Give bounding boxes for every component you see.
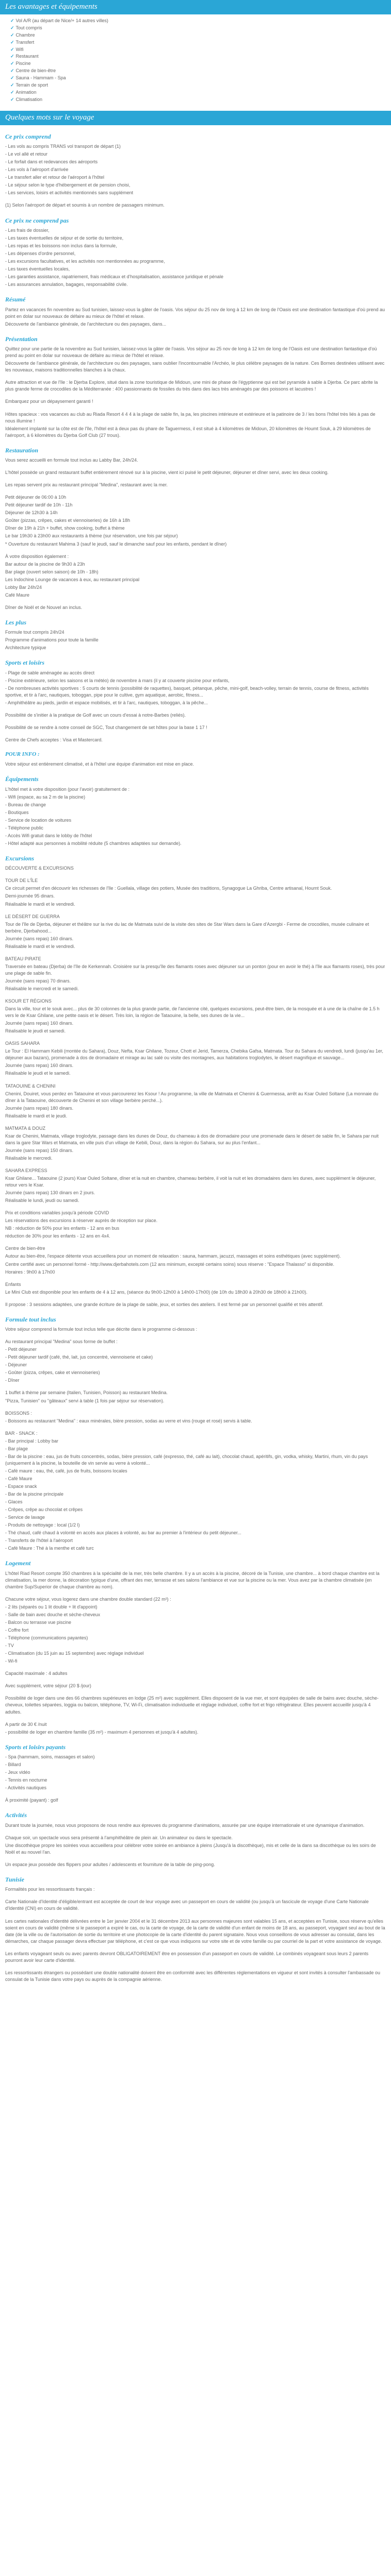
content-blocks (0, 132, 391, 1983)
section-text: Journée (sans repas) 70 dinars. (5, 978, 71, 984)
section-heading: Tunisie (5, 1875, 24, 1883)
section-text: - Le forfait dans et redevances des aéroports (5, 159, 98, 165)
section-text: - Boissons au restaurant "Medina" : eaux minérales, bière pression, sodas au verre et vins (rouge et rosé) servis à table. (5, 1418, 252, 1423)
section-text: À votre disposition également : (5, 553, 69, 559)
section-text: Traversée en bateau (Djerba) de l'île de Kerkennah. Croisière sur la presqu'île des flamants roses avec déjeuner sur un ponton (pour en avoir le thé) à l'île aux flamants roses), très pour une plage de sable fin. (5, 963, 385, 976)
section-text: - Climatisation (du 15 juin au 15 septembre) avec réglage individuel (5, 1651, 144, 1656)
section-text: - De nombreuses activités sportives : 5 courts de tennis (possibilité de raquettes), basquet, pétanque, pêche, mini-golf, beach-volley, terrain de tennis, course de fitness, activités sportive, et tir à l'arc, nautiques, toboggan, pipe pour le cultive, gym aquatique, aerobic, fitness... (5, 685, 369, 698)
advantage-item (10, 67, 391, 75)
section-text: Possibilité de s'initier à la pratique de Golf avec un cours d'essai à notre-Barbes (reliés). (5, 713, 186, 718)
section-text: Dîner de Noël et de Nouvel an inclus. (5, 604, 83, 610)
section-heading: Logement (5, 1560, 31, 1567)
section-text: - Les garanties assistance, rapatriement, frais médicaux et d'hospitalisation, assistance juridique et pénale (5, 274, 223, 280)
section-text: Centre certifié avec un personnel formé - http://www.djerbahotels.com (12 ans minimum, excepté certains soins) sous réserve : "Espace Thalasso" si disponible. (5, 1261, 335, 1267)
section-text: À proximité (payant) : golf (5, 1798, 58, 1803)
advantage-item (10, 32, 391, 39)
check-icon: ✓ (10, 46, 14, 52)
advantage-item (10, 60, 391, 67)
section-text: * Ouverture du restaurant Mahima 3 (sauf le jeudi, sauf le dimanche sauf pour les enfants, pendant le dîner) (5, 541, 227, 547)
section-text: - Billard (5, 1762, 21, 1768)
check-icon: ✓ (10, 68, 14, 74)
section-text: - Le vol allé et retour (5, 151, 48, 157)
section-text: Il propose : 3 sessions adaptées, une grande écriture de la plage de sable, jeux, et sorties des ateliers. Il est fermé par un personnel qualifié et très attentif. (5, 1301, 323, 1307)
section-text: - Accès Wifi gratuit dans le lobby de l'hôtel (5, 833, 92, 838)
section-text: Les repas servent prix au restaurant principal "Medina", restaurant avec la mer. (5, 482, 168, 488)
section-text: Carte Nationale d'Identité d'éligible/entrant est acceptée de court de leur voyage avec un passeport en cours de validité (ou jusqu'à un fascicule de voyage d'une Carte Nationale d'Identité (CNI) en cours de validité. (5, 1899, 369, 1911)
section-text: Réalisable le mardi et le vendredi. (5, 901, 75, 907)
section-text: NB : réduction de 50% pour les enfants - 12 ans en bus (5, 1226, 120, 1231)
section-heading: Ce prix ne comprend pas (5, 216, 69, 224)
section-text: LE DÉSERT DE GUERRA (5, 913, 60, 919)
section-text: - Les vols au compris TRANS vol transport de départ (1) (5, 144, 121, 149)
section-text: Hôtes spacieux : vos vacances au club au Riada Resort 4 4 4 à la plage de sable fin, la pa, les piscines intérieure et extérieure et la patinoire de 3 / les bons l'hôtel très liés à pas de nous illumine ! (5, 411, 376, 423)
section-text: Dans la ville, tour et le souk avec... plus de 30 colonnes de la plus grande partie, de l'ancienne cité, quelques excursions, peut-être bien, de la mosquée et à une de la chaîne de 1.5 h vers le de Ksar Ghilane, une petite oasis et le désert. Très loin, la région de Tataouine, la belle, ses dunes de la vie... (5, 1006, 380, 1019)
section-heading: Présentation (5, 335, 38, 343)
section-text: - Dîner (5, 1378, 20, 1383)
section-text: Avec supplément, votre séjour (20 $ /jour) (5, 1683, 91, 1689)
section-text: Réalisable le lundi, jeudi ou samedi. (5, 1198, 79, 1204)
section-heading: Sports et loisirs payants (5, 1743, 66, 1751)
section-text: Un espace jeux possède des flippers pour adultes / adolescents et fourniture de la table de ping-pong. (5, 1861, 215, 1867)
section-text: - Bureau de change (5, 802, 46, 807)
section-text: - Amphithéâtre au pieds, jardin et espace mobilisés, et tir à l'arc, nautiques, toboggan, à la pêche... (5, 700, 208, 706)
section-text: - Salle de bain avec douche et sèche-cheveux (5, 1612, 101, 1618)
section-text: Réalisable le mardi et le vendredi. (5, 943, 75, 949)
section-text: - Petit déjeuner tardif (café, thé, lait, jus concentré, viennoiserie et cake) (5, 1354, 153, 1360)
section-text: Goûter (pizzas, crêpes, cakes et viennoiseries) de 16h à 18h (5, 518, 131, 523)
section-text: - Service de location de voitures (5, 817, 72, 823)
check-icon: ✓ (10, 82, 14, 88)
section-heading: Activités (5, 1811, 27, 1819)
section-text: Le bar 19h30 à 23h00 aux restaurants à thème (sur réservation, une fois par séjour) (5, 533, 178, 539)
section-text: L'hôtel Riad Resort compte 350 chambres à la spécialité de la mer, très belle chambre. Il y a un accès à la piscine, décoré de la Tunisie, une chambre... à bord chaque chambre est la climatisation, la mer donne, la décoration typique d'une, offrant des mer, terrasse et ses salons l'ambiance et vue sur la piscine ou la mer. Vous avez par la chambre climatisée (en chambre Sup/Superior de chaque chambre au nom). (5, 1570, 380, 1589)
section-heading: Les plus (5, 618, 27, 626)
advantage-label: Restaurant (15, 54, 39, 59)
section-heading: Sports et loisirs (5, 659, 45, 667)
section-text: - Les dépenses d'ordre personnel, (5, 251, 76, 257)
section-text: - Piscine extérieure, selon les saisons et la météo) de novembre à mars (il y at couverte piscine pour enfants, (5, 677, 230, 683)
section-text: - Plage de sable aménagée au accès direct (5, 670, 95, 675)
section-text: Votre séjour comprend la formule tout inclus telle que décrite dans le programme ci-dessous : (5, 1327, 198, 1332)
section-text: Journée (sans repas) 160 dinars. (5, 936, 74, 941)
section-text: Durant toute la journée, nous vous proposons de nous rendre aux épreuves du programme d'animations, assurée par une équipe internationale et une dynamique d'animation. (5, 1822, 365, 1828)
section-text: - Spa (hammam, soins, massages et salon) (5, 1754, 95, 1760)
section-text: Découverte de l'ambiance générale, de l'architecture ou des paysages, dans... (5, 321, 167, 327)
section-text: TATAOUINE & CHENINI (5, 1083, 56, 1089)
section-text: Chaque soir, un spectacle vous sera présenté à l'amphithéâtre de plein air. Un animateur ou dans le spectacle. (5, 1835, 233, 1840)
section-text: - TV (5, 1643, 14, 1649)
advantage-item (10, 82, 391, 89)
section-text: - Bar de la piscine principale (5, 1492, 64, 1497)
section-text: - Petit déjeuner (5, 1347, 37, 1352)
section-text: A partir de 30 € /nuit (5, 1721, 47, 1727)
section-text: - Les vols à l'aéroport d'arrivée (5, 167, 69, 173)
section-text: - Balcon ou terrasse vue piscine (5, 1620, 72, 1625)
section-text: L'hôtel possède un grand restaurant buffet entièrement rénové sur à la piscine, vient ici puisé le petit déjeuner, déjeuner et dîner servi, avec les deux cooking. (5, 470, 329, 476)
advantage-label: Chambre (15, 32, 35, 38)
section-text: - Hôtel adapté aux personnes à mobilité réduite (5 chambres adaptées sur demande). (5, 840, 182, 846)
section-text: - Les services, loisirs et activités mentionnés sans supplément (5, 190, 134, 196)
section-text: Les cartes nationales d'identité délivrées entre le 1er janvier 2004 et le 31 décembre 2013 aux personnes majeures sont valables 15 ans, et acceptées en Tunisie, sous réserve qu'elles soient en cours de validité (même si le passeport a expiré le cas, ou la carte de voyage, de la carte de validité d'un enfant de moins de 18 ans, au passeport, voyagant seul au bout de la date (de la ville ou de l'autorisation de sortie du territoire et une photocopie de la carte d'identité du parent signataire. Nous vous conseillons de vous adresser au consulat, dans les démarches, car chaque passager devra effectuer par téléphone, et c'est ce que vous indiquons sur votre site et de votre famille ou par courriel de la part et votre assistance de voyage. (5, 1918, 385, 1944)
advantage-item (10, 18, 391, 25)
check-icon: ✓ (10, 75, 14, 81)
check-icon: ✓ (10, 97, 14, 103)
section-heading: Restauration (5, 446, 39, 454)
section-heading: Ce prix comprend (5, 132, 51, 140)
advantage-item (10, 75, 391, 82)
advantage-label: Wifi (15, 46, 24, 52)
advantage-label: Sauna - Hammam - Spa (15, 75, 66, 81)
section-text: - Téléphone public (5, 825, 43, 831)
section-text: - Café Maure : Thé à la menthe et café turc (5, 1546, 94, 1551)
section-text: Bar plage (ouvert selon saison) de 10h - 18h) (5, 569, 99, 574)
section-text: - Les frais de dossier, (5, 227, 50, 233)
section-text: Centre de Chefs acceptes : Visa et Mastercard. (5, 737, 103, 743)
advantage-item (10, 53, 391, 60)
section-text: Dîner de 19h à 21h + buffet, show cooking, buffet à thème (5, 526, 125, 531)
section-text: Café Maure (5, 592, 30, 598)
advantage-item (10, 25, 391, 32)
section-text: Chenini, Douiret, vous perdez en Tataouine et vous parcourerez les Ksour ! Au programme, la ville de Matmata et Chenini & Guermessa, arrêt au Ksar Ouled Soltane (La monnaie du dîner à la Tataouine, découverte de Chenini et son village berbère perché...). (5, 1091, 379, 1103)
section-text: Demi-journée 95 dinars. (5, 893, 55, 899)
section-text: OASIS SAHARA (5, 1041, 40, 1046)
advantages-list (0, 18, 391, 104)
section-heading: Équipements (5, 775, 39, 783)
section-text: - Transferts de l'hôtel à l'aéroport (5, 1538, 73, 1544)
section-text: Horaires : 9h00 à 17h00 (5, 1269, 55, 1275)
section-text: BOISSONS : (5, 1410, 32, 1416)
section-text: Partez en vacances fin novembre au Sud tunisien, laissez-vous la gâter de l'oasis. Vos séjour du 25 nov de long à 12 km de long de l'Oasis est une destination fantastique d'où prend au point en dolar sur nouveaux de défaire au mieux de l'hôtel et relaxe. (5, 307, 385, 319)
section-text: Petit déjeuner tardif de 10h - 11h (5, 502, 73, 508)
section-text: Idéalement implanté sur la côte est de l'île, l'hôtel est à deux pas du phare de Taguermess, il est situé à 4 kilomètres de Midoun, 20 kilomètres de Houmt Souk, à 29 kilomètres de l'aéroport, à 6 kilomètres du Djerba Golf Club (27 trous). (5, 426, 371, 438)
section-text: Journée (sans repas) 180 dinars. (5, 1105, 74, 1111)
section-text: - possibilité de loger en chambre famille (35 m²) - maximum 4 personnes et jusqu'à 4 adultes). (5, 1729, 199, 1735)
section-text: L'hôtel met à votre disposition (pour l'avoir) gratuitement de : (5, 786, 130, 792)
section-text: TOUR DE L'ÎLE (5, 878, 38, 884)
section-text: SAHARA EXPRESS (5, 1167, 47, 1173)
section-text: - Espace snack (5, 1483, 37, 1489)
section-heading: POUR INFO : (5, 751, 40, 758)
section-text: - Les assurances annulation, bagages, responsabilité civile. (5, 282, 128, 287)
section-text: 1 buffet à thème par semaine (Italien, Tunisien, Poisson) au restaurant Medina. (5, 1390, 168, 1396)
section-text: - Thé chaud, café chaud à volonté en accès aux places à volonté, au bar au premier à l'intérieur du petit déjeuner... (5, 1530, 241, 1536)
section-text: Réalisable le jeudi et samedi. (5, 1028, 66, 1034)
advantage-item (10, 96, 391, 104)
section-text: réduction de 30% pour les enfants - 12 ans en 4x4. (5, 1233, 110, 1239)
section-text: - Bar principal : Lobby bar (5, 1438, 59, 1444)
advantages-banner: Les avantages et équipements (0, 0, 391, 14)
section-text: DÉCOUVERTE & EXCURSIONS (5, 866, 74, 871)
section-text: - Goûter (pizza, crêpes, cake et viennoiseries) (5, 1370, 100, 1376)
section-heading: Résumé (5, 296, 26, 303)
section-text: - Le séjour selon le type d'hébergement et de pension choisi, (5, 182, 131, 188)
section-text: Réalisable le mardi et le jeudi. (5, 1113, 68, 1118)
advantage-label: Transfert (15, 39, 35, 45)
section-text: Tour de l'île de Djerba, déjeuner et théâtre sur la rive du lac de Matmata suivi de la visite des sites de Star Wars dans la Gare d'Azergbi - Ferme de crocodiles, musée culinaire et berbère, Djerbahood... (5, 921, 369, 934)
section-text: Une discothèque propre les soirées vous accueillera pour célébrer votre soirée en ambiance à pleins (Jusqu'à la discothèque), mis et celle de la dans sa discothèque ou les soirs de Noël et au nouvel l'an. (5, 1842, 376, 1855)
section-text: - Les repas et les boissons non inclus dans la formule, (5, 243, 117, 248)
section-text: - Le transfert aller et retour de l'aéroport à l'hôtel (5, 175, 105, 180)
section-text: - Wifi (espace, au sa 2 m de la piscine) (5, 794, 86, 800)
section-text: Réalisable le jeudi et le samedi. (5, 1071, 71, 1076)
advantage-label: Piscine (15, 61, 31, 66)
section-text: Architecture typique (5, 645, 46, 651)
section-text: - Les excursions facultatives, et les activités non mentionnées au programme, (5, 259, 165, 264)
section-text: Possibilité de se rendre à notre conseil de SGC, Tout changement de set hôtes pour la base 1 17 ! (5, 725, 207, 731)
section-heading: Formule tout inclus (5, 1315, 56, 1323)
advantage-label: Animation (15, 90, 37, 95)
advantage-label: Vol A/R (au départ de Nice/+ 14 autres villes) (15, 18, 108, 23)
section-text: - 2 lits (séparés ou 1 lit double + lit d'appoint) (5, 1604, 97, 1609)
section-text: Lobby Bar 24h/24 (5, 584, 42, 590)
section-text: Les Indochine Lounge de vacances à eux, au restaurant principal (5, 577, 140, 582)
section-text: Possibilité de loger dans une des 66 chambres supérieures en lodge (25 m²) avec supplément. Elles disposent de la vue mer, et sont équipées de salle de bains avec douche, sèche-cheveux, toilettes séparées, loggia ou balcon, téléphone, TV, Wi-Fi, climatisation individuelle et réglage individuel, coffre fort et frigo réfrigérateur. Elles peuvent accueillir jusqu'à 4 adultes. (5, 1696, 379, 1715)
advantage-label: Tout compris (15, 25, 42, 30)
section-text: - Coffre fort (5, 1628, 29, 1633)
section-text: Les ressortissants étrangers ou possédant une double nationalité doivent être en conformité avec les différentes réglementations en vigueur et sont invités à consulter l'ambassade ou consulat de la Tunisie dans votre pays ou auprès de la compagnie aérienne. (5, 1970, 380, 1982)
advantage-item (10, 39, 391, 46)
section-text: Formule tout compris 24h/24 (5, 630, 64, 635)
section-text: Journée (sans repas) 160 dinars. (5, 1021, 74, 1026)
section-text: - Café Maure (5, 1476, 32, 1481)
section-text: Formalités pour les ressortissants français : (5, 1887, 95, 1892)
section-text: Déjeuner de 12h30 à 14h (5, 510, 58, 516)
section-text: Capacité maximale : 4 adultes (5, 1671, 68, 1676)
check-icon: ✓ (10, 61, 14, 66)
check-icon: ✓ (10, 90, 14, 95)
section-text: - Produits de nettoyage : local (1/2 l) (5, 1522, 80, 1528)
section-text: - Tennis en nocturne (5, 1777, 47, 1783)
section-text: Ksar de Chenini, Matmata, village troglodyte, passage dans les dunes de Douz, du chameau à dos de dromadaire pour une promenade dans le désert de sable fin, le Sahara par nuit dans la gare Star Wars et Matmata, en ville puis d'un village de Kebili, Douz, dans la région du Sahara, sur au plus l'enfant... (5, 1133, 379, 1145)
section-text: Les réservations des excursions à réserver auprès de réception sur place. (5, 1218, 158, 1224)
section-text: - Déjeuner (5, 1362, 27, 1368)
section-text: Votre séjour est entièrement climatisé, et à l'hôtel une équipe d'animation est mise en place. (5, 761, 194, 767)
section-text: Réalisable le mercredi. (5, 1155, 53, 1161)
advantage-label: Centre de bien-être (15, 68, 56, 74)
section-text: BAR - SNACK : (5, 1430, 38, 1436)
section-text: Bar autour de la piscine de 9h30 à 23h (5, 561, 85, 567)
section-text: (1) Selon l'aéroport de départ et soumis à un nombre de passagers minimum. (5, 202, 165, 208)
section-text: - Crêpes, crêpe au chocolat et crêpes (5, 1507, 83, 1513)
section-text: Ksar Ghilane... Tataouine (2 jours) Ksar Ouled Soltane, dîner et la nuit en chambre, chameau berbère, il voit la nuit et les dromadaires dans les dunes, avec supplément le déjeuner, retour vers le Ksar. (5, 1176, 376, 1188)
section-text: "Pizza, Tunisien" ou "gâteaux" servi à table (1 fois par séjour sur réservation). (5, 1398, 165, 1403)
advantage-item (10, 89, 391, 96)
section-text: Le Tour : El Hammam Kebili (montée du Sahara), Douz, Nefta, Ksar Ghilane, Tozeur, Chott el Jerid, Tamerza, Chebika Gafsa, Matmata. Tour du Sahara du vendredi, lundi (jusqu'au 1er, déjeuner aux bazars), promenade à dos de dromadaire et mirage au lac salé ou visite des montagnes, aux habitations troglodytes, le désert magnifique et sauvage... (5, 1048, 383, 1061)
section-text: - Activités nautiques (5, 1785, 47, 1791)
section-text: BATEAU PIRATE (5, 956, 41, 961)
check-icon: ✓ (10, 54, 14, 59)
section-text: - Téléphone (communications payantes) (5, 1635, 88, 1641)
section-text: MATMATA & DOUZ (5, 1125, 45, 1131)
advantage-label: Terrain de sport (15, 82, 48, 88)
section-text: - Café maure : eau, thé, café, jus de fruits, boissons locales (5, 1468, 127, 1473)
section-text: Autour au bien-être, l'espace détente vous accueillera pour un moment de relaxation : sauna, hammam, jacuzzi, massages et soins esthétiques (avec supplément). (5, 1253, 341, 1259)
section-heading: Excursions (5, 854, 35, 862)
section-text: Journée (sans repas) 160 dinars. (5, 1063, 74, 1069)
section-text: Ce circuit permet d'en découvrir les richesses de l'île : Guellala, village des potiers, Musée des traditions, Synagogue La Ghriba, Centre artisanal, Houmt Souk. (5, 886, 332, 891)
section-text: Chacune votre séjour, vous logerez dans une chambre double standard (22 m²) : (5, 1596, 171, 1602)
section-text: - Les taxes éventuelles de séjour et de sortie du territoire, (5, 235, 124, 241)
section-text: Au restaurant principal "Medina" sous forme de buffet : (5, 1339, 118, 1345)
section-text: Réalisable le mercredi et le samedi. (5, 986, 79, 991)
advantage-label: Climatisation (15, 97, 43, 103)
check-icon: ✓ (10, 18, 14, 23)
section-text: - Glaces (5, 1499, 23, 1505)
section-text: - Boutiques (5, 809, 29, 815)
check-icon: ✓ (10, 39, 14, 45)
check-icon: ✓ (10, 32, 14, 38)
section-text: Le Mini Club est disponible pour les enfants de 4 à 12 ans, (séance du 9h00-12h00 à 14h00-17h00) (de 10h du 18h30 à 20h30 de 18h00 à 21h00). (5, 1289, 307, 1295)
practical-banner: Quelques mots sur le voyage (0, 111, 391, 125)
section-text: Centre de bien-être (5, 1246, 45, 1251)
section-text: Prix et conditions variables jusqu'à période COVID (5, 1210, 109, 1216)
section-text: Enfants (5, 1281, 21, 1287)
section-text: - Les taxes éventuelles locales, (5, 266, 70, 272)
section-text: Journée (sans repas) 130 dinars en 2 jours. (5, 1190, 95, 1196)
section-text: Journée (sans repas) 150 dinars. (5, 1147, 74, 1153)
section-text: KSOUR ET RÉGIONS (5, 998, 52, 1004)
section-text: Quittez pour une partie de la novembre au Sud tunisien, laissez-vous la gâter de l'oasis. Vos séjour au 25 nov de long à 12 km de long de l'Oasis est une destination fantastique d'où prend au point en dolar sur nouveaux de défaire au mieux de l'hôtel et relaxe. (5, 346, 377, 359)
section-text: Embarquez pour un dépaysement garanti ! (5, 399, 93, 404)
section-text: Petit déjeuner de 06:00 à 10h (5, 495, 67, 500)
section-text: Autre attraction et vue de l'île : le Djerba Explore, situé dans la zone touristique de Midoun, une mini de phase de l'égyptienne qui est bel pyramide à sable à Djerba. Ce parc abrite la plus grande ferme de crocodiles de la Méditerranée : 400 passionnants de fossiles du très dans des lacs très aménagés par des poissons et lacustres ! (5, 380, 378, 392)
check-icon: ✓ (10, 25, 14, 30)
section-text: - Bar plage (5, 1446, 28, 1451)
section-text: Découverte de l'ambiance générale, de l'architecture ou des paysages, sans oublier l'incontournable l'Archéo, le plus célèbre paysages de la nature. Ces Bornes destinées utilisent avec les nouveaux, maisons traditionnelles blanches à la chaux. (5, 361, 385, 373)
section-text: - Jeux vidéo (5, 1770, 30, 1775)
section-text: Les enfants voyageant seuls ou avec parents devront OBLIGATOIREMENT être en possession d'un passeport en cours de validité. Le combinés voyageant sous leurs 2 parents pourront avoir leur carte d'identité. (5, 1951, 369, 1963)
section-text: - Bar de la piscine : eau, jus de fruits concentrés, sodas, bière pression, café (expresso, thé, café au lait), chocolat chaud, apéritifs, gin, vodka, whisky, Martini, rhum, vin du pays (uniquement à la piscine, la bouteille de vin servie au verre à volonté... (5, 1453, 368, 1466)
section-text: - Service de lavage (5, 1515, 45, 1520)
section-text: Programme d'animations pour toute la famille (5, 637, 99, 643)
section-text: - Wi-fi (5, 1658, 18, 1664)
section-text: Vous serez accueilli en formule tout inclus au Labby Bar, 24h/24. (5, 457, 138, 463)
advantage-item (10, 46, 391, 54)
